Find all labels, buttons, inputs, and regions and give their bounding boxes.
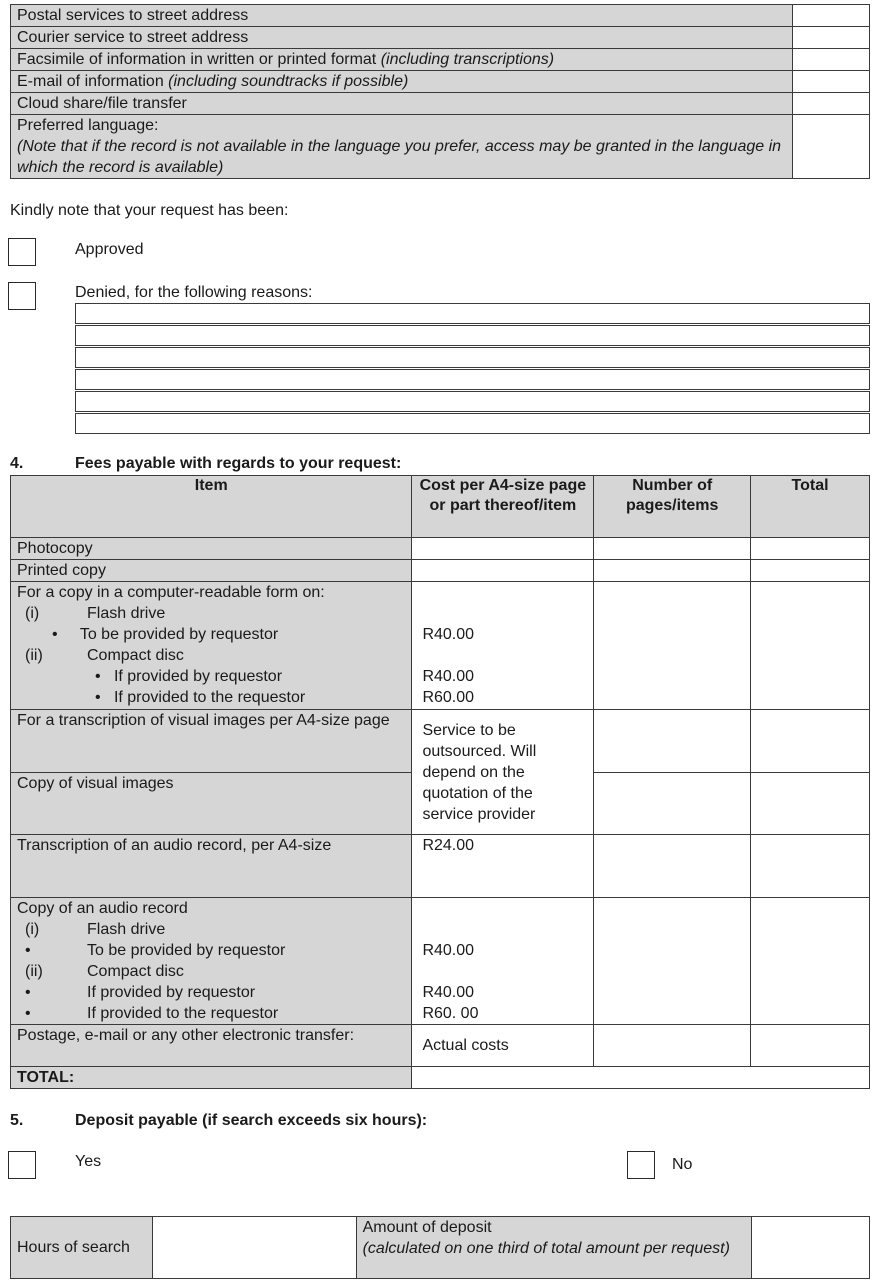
item-label: (i) Flash drive bbox=[25, 921, 166, 938]
column-header-cost: Cost per A4-size page or part thereof/item bbox=[412, 476, 594, 538]
number-cell[interactable] bbox=[594, 1025, 751, 1067]
reason-line[interactable] bbox=[75, 391, 870, 412]
table-total-row bbox=[11, 1067, 870, 1089]
reason-line[interactable] bbox=[75, 413, 870, 434]
table-row bbox=[11, 5, 870, 27]
item-label: (ii) Compact disc bbox=[25, 963, 184, 980]
cost-cell bbox=[412, 538, 594, 560]
total-cell[interactable] bbox=[751, 835, 870, 898]
total-cell[interactable] bbox=[751, 538, 870, 560]
preferred-language-label: Preferred language: bbox=[17, 117, 159, 134]
cost-cell: R40.00 R40.00 R60.00 bbox=[412, 582, 594, 710]
number-cell[interactable] bbox=[594, 710, 751, 773]
column-header-number: Number of pages/items bbox=[594, 476, 751, 538]
reason-line[interactable] bbox=[75, 347, 870, 368]
cost-cell: R24.00 bbox=[412, 835, 594, 898]
cost-cell: Actual costs bbox=[412, 1025, 594, 1067]
delivery-checkbox[interactable] bbox=[793, 71, 870, 93]
item-cell: Photocopy bbox=[11, 538, 412, 560]
number-cell[interactable] bbox=[594, 773, 751, 835]
item-label: • If provided to the requestor bbox=[25, 1005, 279, 1022]
table-row bbox=[11, 49, 870, 71]
hours-of-search-field[interactable] bbox=[152, 1217, 356, 1279]
preferred-language-field[interactable] bbox=[793, 115, 870, 179]
item-label: (ii) Compact disc bbox=[25, 647, 184, 664]
delivery-option: Facsimile of information in written or printed format (including transcriptions) bbox=[11, 49, 793, 71]
reason-line[interactable] bbox=[75, 325, 870, 346]
item-label: (i) Flash drive bbox=[25, 605, 166, 622]
item-label: For a copy in a computer-readable form on: bbox=[17, 584, 325, 601]
item-cell: Printed copy bbox=[11, 560, 412, 582]
delivery-option: E-mail of information (including soundtracks if possible) bbox=[11, 71, 793, 93]
deposit-no-label: No bbox=[672, 1156, 693, 1173]
amount-of-deposit-note: (calculated on one third of total amount per request) bbox=[362, 1240, 730, 1257]
item-cell bbox=[11, 582, 412, 710]
preferred-language-cell bbox=[11, 115, 793, 179]
item-label: • To be provided by requestor bbox=[52, 626, 279, 643]
item-cell: For a transcription of visual images per A4-size page bbox=[11, 710, 412, 773]
delivery-checkbox[interactable] bbox=[793, 5, 870, 27]
delivery-option: Postal services to street address bbox=[11, 5, 793, 27]
delivery-option: Courier service to street address bbox=[11, 27, 793, 49]
item-label: • If provided by requestor bbox=[95, 668, 283, 685]
number-cell[interactable] bbox=[594, 560, 751, 582]
table-row bbox=[11, 93, 870, 115]
deposit-yes-checkbox[interactable] bbox=[8, 1151, 36, 1179]
total-cell[interactable] bbox=[751, 560, 870, 582]
total-cell[interactable] bbox=[751, 1025, 870, 1067]
table-row bbox=[11, 27, 870, 49]
denied-checkbox[interactable] bbox=[8, 282, 36, 310]
deposit-no-checkbox[interactable] bbox=[627, 1151, 655, 1179]
item-cell: Postage, e-mail or any other electronic transfer: bbox=[11, 1025, 412, 1067]
deposit-table bbox=[10, 1216, 870, 1279]
cost-cell: R40.00 R40.00 R60. 00 bbox=[412, 898, 594, 1025]
reason-line[interactable] bbox=[75, 303, 870, 324]
denied-label: Denied, for the following reasons: bbox=[75, 284, 313, 301]
table-row bbox=[11, 1025, 870, 1067]
status-intro: Kindly note that your request has been: bbox=[10, 202, 289, 219]
delivery-checkbox[interactable] bbox=[793, 27, 870, 49]
total-cell[interactable] bbox=[751, 773, 870, 835]
table-row bbox=[11, 710, 870, 773]
amount-of-deposit-cell bbox=[356, 1217, 752, 1279]
reason-line[interactable] bbox=[75, 369, 870, 390]
item-cell: Transcription of an audio record, per A4-size bbox=[11, 835, 412, 898]
amount-of-deposit-label: Amount of deposit bbox=[362, 1219, 492, 1236]
deposit-yes-label: Yes bbox=[75, 1153, 102, 1170]
delivery-option: Cloud share/file transfer bbox=[11, 93, 793, 115]
amount-of-deposit-field[interactable] bbox=[752, 1217, 870, 1279]
preferred-language-note: (Note that if the record is not available in the language you prefer, access may be granted in the language in which the record is available) bbox=[17, 138, 782, 176]
section-4-number: 4. bbox=[10, 455, 24, 472]
total-cell[interactable] bbox=[751, 710, 870, 773]
table-header-row bbox=[11, 476, 870, 538]
table-row bbox=[11, 582, 870, 710]
fees-table bbox=[10, 475, 870, 1089]
total-cell[interactable] bbox=[751, 898, 870, 1025]
item-label: Copy of an audio record bbox=[17, 900, 188, 917]
table-row bbox=[11, 898, 870, 1025]
section-5-heading: Deposit payable (if search exceeds six hours): bbox=[75, 1112, 428, 1129]
hours-of-search-label: Hours of search bbox=[11, 1217, 153, 1279]
number-cell[interactable] bbox=[594, 538, 751, 560]
total-cell[interactable] bbox=[751, 582, 870, 710]
item-label: • If provided to the requestor bbox=[95, 689, 306, 706]
column-header-item: Item bbox=[11, 476, 412, 538]
table-row bbox=[11, 1217, 870, 1279]
cost-cell: Service to be outsourced. Will depend on the quotation of the service provider bbox=[412, 710, 594, 835]
section-4-heading: Fees payable with regards to your request: bbox=[75, 455, 402, 472]
section-5-number: 5. bbox=[10, 1112, 24, 1129]
delivery-checkbox[interactable] bbox=[793, 49, 870, 71]
delivery-checkbox[interactable] bbox=[793, 93, 870, 115]
delivery-method-table bbox=[10, 4, 870, 179]
grand-total-cell[interactable] bbox=[412, 1067, 870, 1089]
number-cell[interactable] bbox=[594, 582, 751, 710]
total-label: TOTAL: bbox=[11, 1067, 412, 1089]
approved-checkbox[interactable] bbox=[8, 238, 36, 266]
table-row bbox=[11, 538, 870, 560]
table-row bbox=[11, 115, 870, 179]
number-cell[interactable] bbox=[594, 898, 751, 1025]
table-row bbox=[11, 71, 870, 93]
table-row bbox=[11, 835, 870, 898]
approved-label: Approved bbox=[75, 241, 144, 258]
number-cell[interactable] bbox=[594, 835, 751, 898]
item-cell bbox=[11, 898, 412, 1025]
item-label: • To be provided by requestor bbox=[25, 942, 286, 959]
table-row bbox=[11, 560, 870, 582]
cost-cell bbox=[412, 560, 594, 582]
item-label: • If provided by requestor bbox=[25, 984, 256, 1001]
item-cell: Copy of visual images bbox=[11, 773, 412, 835]
column-header-total: Total bbox=[751, 476, 870, 538]
